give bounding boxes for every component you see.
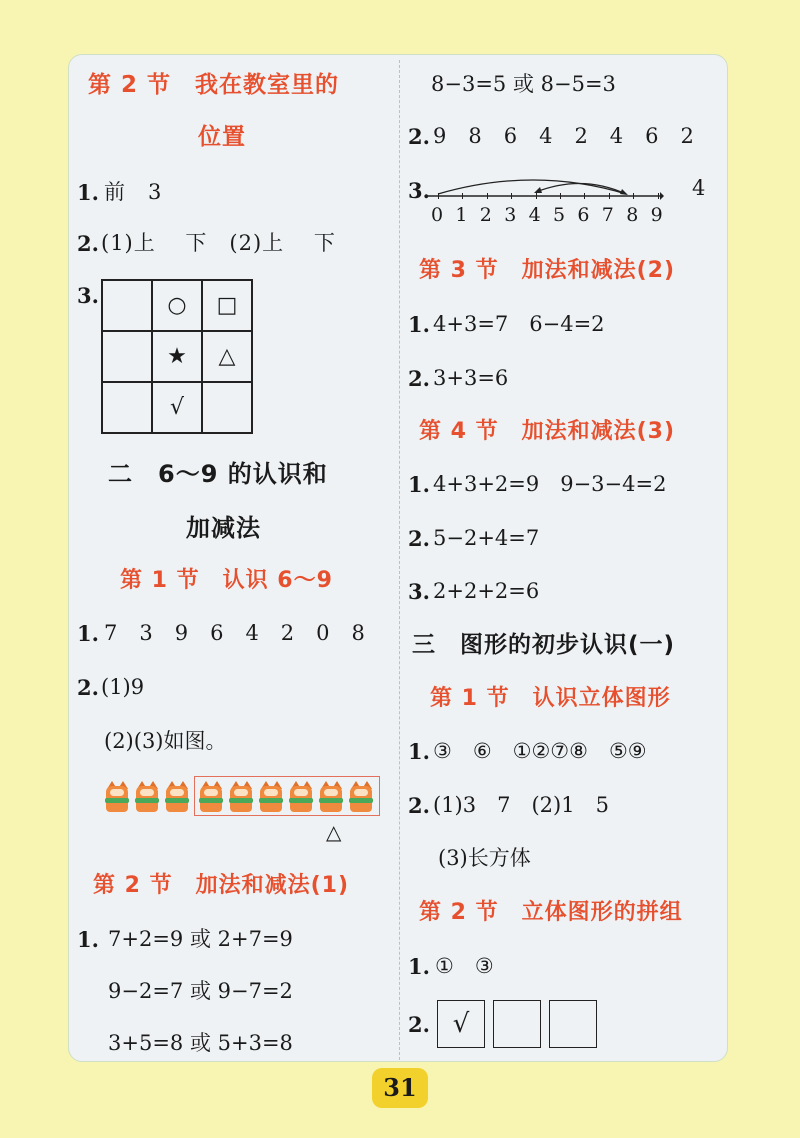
s1-q2-part2: (2)(3)如图。: [104, 729, 227, 753]
number-line-tick-label: 1: [455, 204, 468, 226]
cat-icon: [164, 780, 190, 814]
grid-cell-check: √: [152, 382, 202, 433]
number-line-tick: [438, 193, 439, 199]
s2-q1-line2: 9−2=7 或 9−7=2: [108, 979, 293, 1003]
number-line-arrow: [660, 192, 664, 200]
section-title-shape-assembly: 第 2 节 立体图形的拼组: [419, 900, 683, 925]
q1-number: 1.: [77, 180, 99, 205]
answer-box-checked: √: [437, 1000, 485, 1048]
number-line: [424, 170, 664, 202]
number-line-tick: [560, 193, 561, 199]
number-line-tick: [462, 193, 463, 199]
number-line-tick-label: 9: [650, 204, 663, 226]
section-title-position-cont: 位置: [198, 124, 246, 150]
unit-title-3: 三 图形的初步认识(一): [412, 632, 676, 658]
number-line-tick: [609, 193, 610, 199]
grid-cell-triangle: △: [202, 331, 252, 382]
answer-box: [493, 1000, 541, 1048]
grid-cell-star: ★: [152, 331, 202, 382]
q2-number: 2.: [77, 231, 99, 256]
s3-q1-number: 1.: [408, 312, 430, 337]
number-line-tick: [633, 193, 634, 199]
s4-q3-answer: 2+2+2=6: [433, 579, 540, 603]
grid-cell: [102, 331, 152, 382]
u3s1-q1-answer: ③ ⑥ ①②⑦⑧ ⑤⑨: [433, 739, 647, 763]
grid-cell: [102, 382, 152, 433]
section-title-add-sub-1: 第 2 节 加法和减法(1): [93, 873, 350, 898]
s3-q2-answer: 3+3=6: [433, 366, 509, 390]
position-grid: [101, 279, 253, 434]
u3s2-q2-number: 2.: [408, 1012, 430, 1037]
r-q2-number: 2.: [408, 124, 430, 149]
s2-q1-number: 1.: [77, 927, 99, 952]
continued-equation: 8−3=5 或 8−5=3: [431, 72, 616, 96]
number-line-tick: [487, 193, 488, 199]
r-q2-answer: 9 8 6 4 2 4 6 2: [433, 124, 695, 148]
u3s2-q1-answer: ① ③: [435, 954, 494, 978]
column-divider: [399, 60, 400, 1060]
grid-cell-circle: ○: [152, 280, 202, 331]
jump-arc-back: [536, 183, 626, 194]
s3-q2-number: 2.: [408, 366, 430, 391]
s2-q1-line3: 3+5=8 或 5+3=8: [108, 1031, 293, 1055]
section-title-position: 第 2 节 我在教室里的: [88, 72, 340, 98]
page-number-badge: 31: [372, 1068, 428, 1108]
jump-arc-forward: [438, 180, 626, 194]
s4-q3-number: 3.: [408, 579, 430, 604]
s4-q1-number: 1.: [408, 472, 430, 497]
section-title-add-sub-3: 第 4 节 加法和减法(3): [419, 419, 676, 444]
section-title-know-6-9: 第 1 节 认识 6～9: [120, 568, 333, 593]
number-line-tick-label: 2: [479, 204, 492, 226]
u3s1-q1-number: 1.: [408, 739, 430, 764]
u3s2-q1-number: 1.: [408, 954, 430, 979]
grid-cell: [102, 280, 152, 331]
s1-q2-part1: (1)9: [101, 675, 145, 699]
r-q3-answer: 4: [692, 176, 706, 200]
s1-q1-number: 1.: [77, 621, 99, 646]
s4-q1-answer: 4+3+2=9 9−3−4=2: [433, 472, 667, 496]
s1-q2-number: 2.: [77, 675, 99, 700]
unit-title-2: 二 6～9 的认识和: [108, 460, 328, 488]
number-line-tick: [584, 193, 585, 199]
number-line-tick: [511, 193, 512, 199]
unit-title-2-cont: 加减法: [186, 514, 261, 542]
grid-cell: [202, 382, 252, 433]
cat-selection-box: [194, 776, 380, 816]
u3s1-q2-number: 2.: [408, 793, 430, 818]
number-line-tick-label: 4: [528, 204, 541, 226]
s3-q1-answer: 4+3=7 6−4=2: [433, 312, 605, 336]
q3-number: 3.: [77, 283, 99, 308]
number-line-tick: [658, 193, 659, 199]
r-q3-number: 3.: [408, 178, 430, 203]
section-title-solid-shapes: 第 1 节 认识立体图形: [430, 686, 671, 711]
s1-q1-answer: 7 3 9 6 4 2 0 8: [104, 621, 366, 645]
u3s1-q2-part2: (3)长方体: [438, 846, 531, 870]
answer-box: [549, 1000, 597, 1048]
number-line-tick-label: 5: [553, 204, 566, 226]
number-line-tick-label: 8: [626, 204, 639, 226]
q1-answer: 前 3: [104, 180, 163, 204]
cat-icon: [104, 780, 130, 814]
u3s1-q2-part1: (1)3 7 (2)1 5: [433, 793, 609, 817]
s4-q2-answer: 5−2+4=7: [433, 526, 540, 550]
number-line-tick: [536, 193, 537, 199]
grid-cell-square: □: [202, 280, 252, 331]
triangle-mark: △: [326, 820, 342, 844]
cat-icon: [134, 780, 160, 814]
number-line-tick-label: 3: [504, 204, 517, 226]
number-line-tick-label: 0: [431, 204, 444, 226]
number-line-tick-label: 7: [601, 204, 614, 226]
s4-q2-number: 2.: [408, 526, 430, 551]
q2-answer: (1)上 下 (2)上 下: [101, 231, 336, 255]
section-title-add-sub-2: 第 3 节 加法和减法(2): [419, 258, 676, 283]
s2-q1-line1: 7+2=9 或 2+7=9: [108, 927, 293, 951]
number-line-tick-label: 6: [577, 204, 590, 226]
